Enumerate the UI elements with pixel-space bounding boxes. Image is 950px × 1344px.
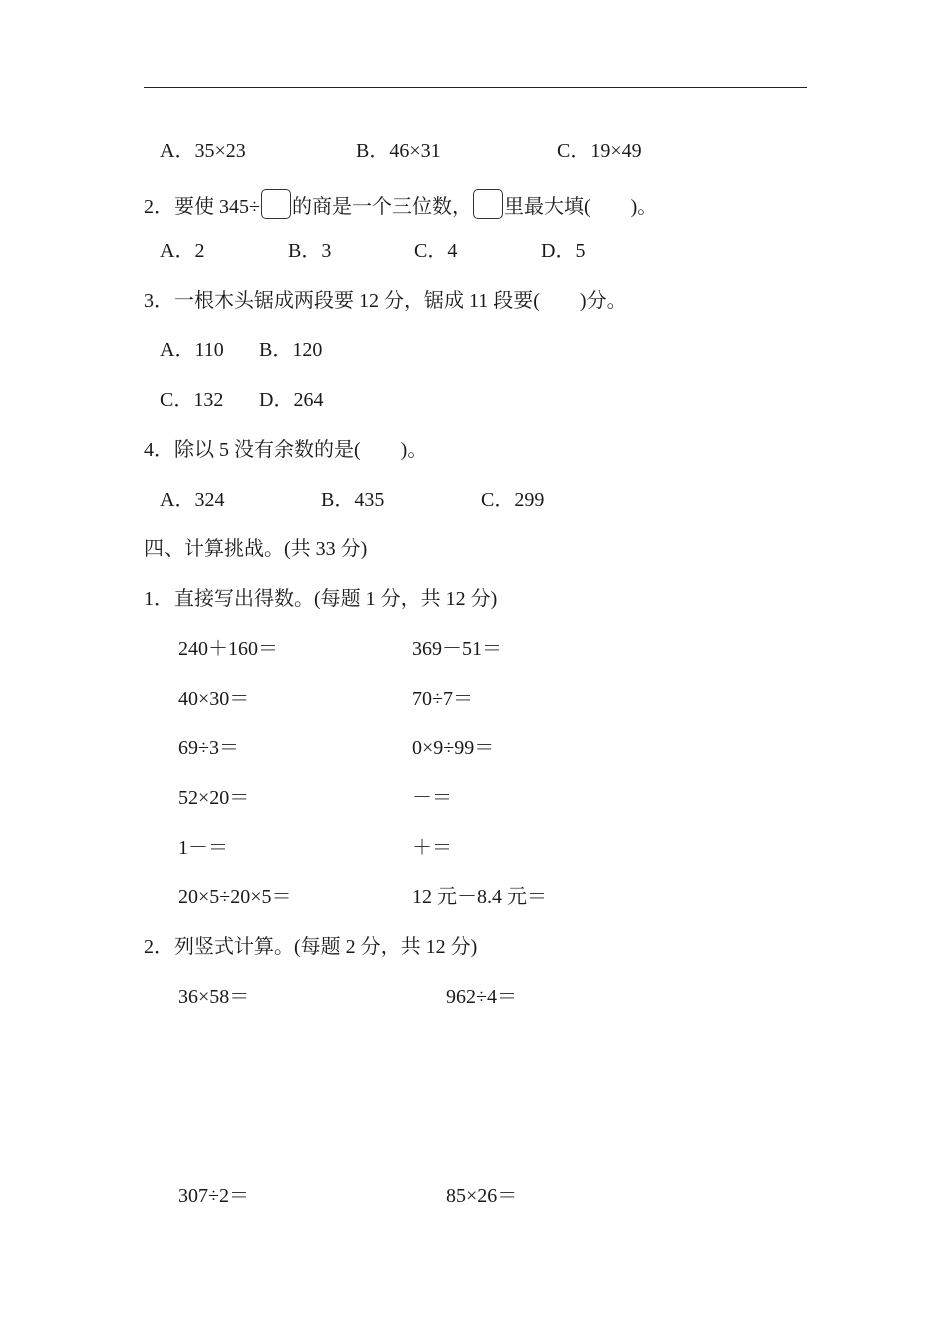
q4-option-b: B．435 [321,489,385,511]
header-rule [144,87,807,88]
calc-item: 70÷7＝ [412,688,473,710]
calc-item: 40×30＝ [178,688,250,710]
q3-option-a: A．110 [160,339,224,361]
q3-option-d: D．264 [259,389,324,411]
calc-item: 0×9÷99＝ [412,737,495,759]
q2-option-c: C．4 [414,240,458,262]
calc-item: 52×20＝ [178,787,250,809]
part2-title: 2．列竖式计算。(每题 2 分，共 12 分) [144,936,478,958]
q1-option-a: A．35×23 [160,140,246,162]
vertical-calc-item: 307÷2＝ [178,1185,249,1207]
vertical-calc-item: 36×58＝ [178,986,250,1008]
calc-item: －＝ [412,787,452,809]
q3-stem: 3．一根木头锯成两段要 12 分，锯成 11 段要( )分。 [144,290,627,312]
vertical-calc-item: 85×26＝ [446,1185,518,1207]
q2-option-a: A．2 [160,240,205,262]
q1-option-c: C．19×49 [557,140,642,162]
q4-stem: 4．除以 5 没有余数的是( )。 [144,439,428,461]
q4-option-c: C．299 [481,489,545,511]
calc-item: 12 元－8.4 元＝ [412,886,547,908]
calc-item: 369－51＝ [412,638,502,660]
calc-item: ＋＝ [412,837,452,859]
q4-option-a: A．324 [160,489,225,511]
q1-option-b: B．46×31 [356,140,441,162]
calc-item: 69÷3＝ [178,737,239,759]
q2-stem [144,189,658,218]
q2-stem-middle: 的商是一个三位数， [291,196,472,218]
q2-option-d: D．5 [541,240,586,262]
q3-option-b: B．120 [259,339,323,361]
calc-item: 1－＝ [178,837,228,859]
part1-title: 1．直接写出得数。(每题 1 分，共 12 分) [144,588,498,610]
section-heading: 四、计算挑战。(共 33 分) [144,538,368,560]
q2-stem-prefix: 2．要使 345÷ [144,196,260,218]
vertical-calc-item: 962÷4＝ [446,986,517,1008]
q3-option-c: C．132 [160,389,224,411]
answer-box [261,189,291,219]
calc-item: 240＋160＝ [178,638,278,660]
q2-option-b: B．3 [288,240,332,262]
answer-box [473,189,503,219]
calc-item: 20×5÷20×5＝ [178,886,292,908]
q2-stem-suffix: 里最大填( )。 [503,196,658,218]
